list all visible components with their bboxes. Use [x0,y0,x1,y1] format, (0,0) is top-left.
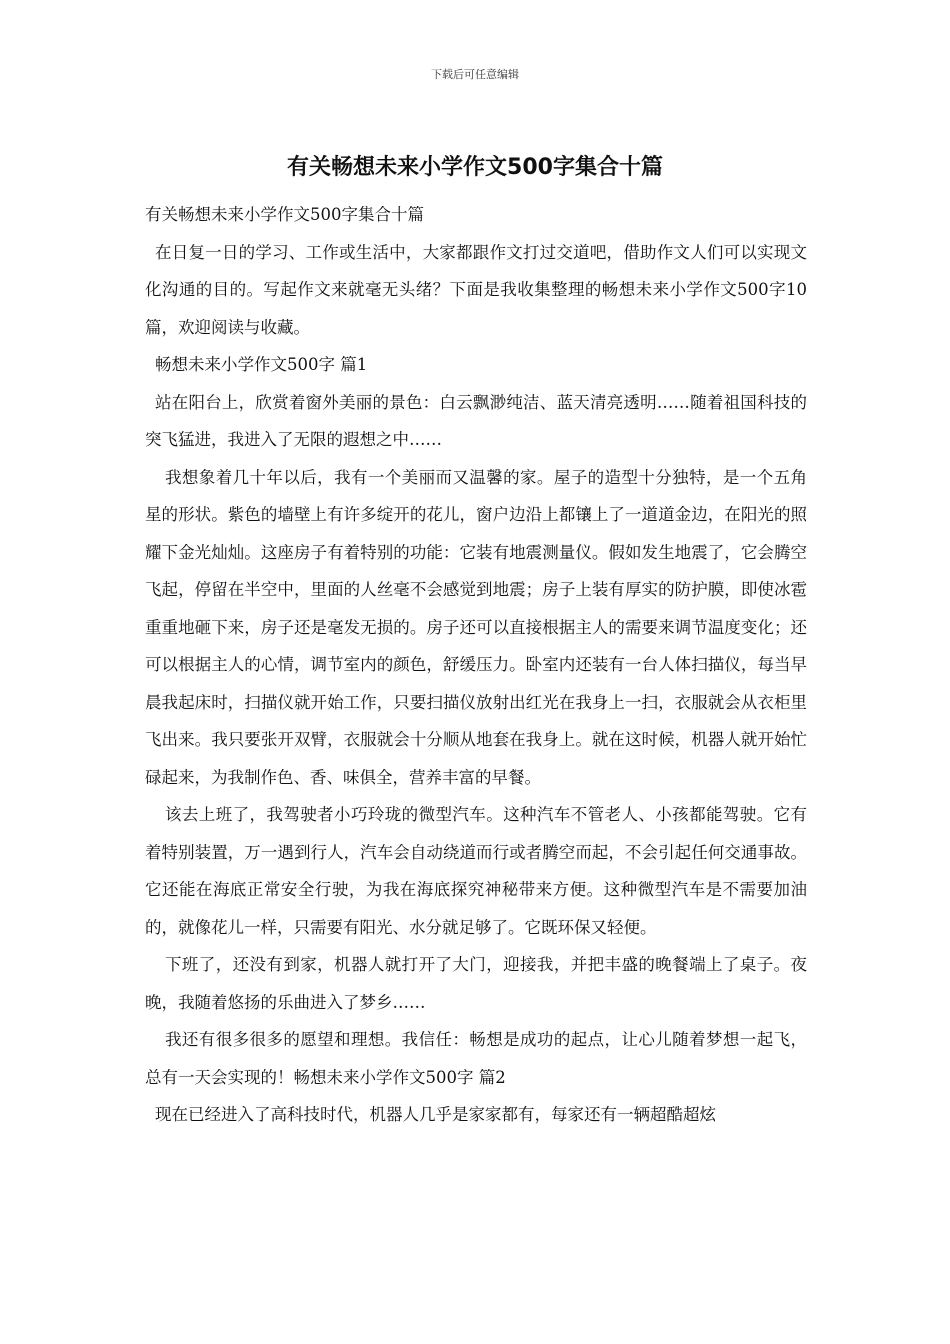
header-note: 下载后可任意编辑 [431,68,519,81]
body-paragraph: 现在已经进入了高科技时代，机器人几乎是家家都有，每家还有一辆超酷超炫 [155,1105,716,1124]
subtitle-paragraph: 有关畅想未来小学作文500字集合十篇 [145,205,424,224]
document-body [145,196,807,1134]
body-paragraph: 下班了，还没有到家，机器人就打开了大门，迎接我，并把丰盛的晚餐端上了桌子。夜晚，我随着悠扬的乐曲进入了梦乡…… [145,955,807,1012]
section-heading-1: 畅想未来小学作文500字 篇1 [155,355,368,374]
document-title: 有关畅想未来小学作文500字集合十篇 [287,155,663,180]
body-paragraph: 我还有很多很多的愿望和理想。我信任：畅想是成功的起点，让心儿随着梦想一起飞，总有一天会实现的！畅想未来小学作文500字 篇2 [145,1030,807,1087]
intro-paragraph: 在日复一日的学习、工作或生活中，大家都跟作文打过交道吧，借助作文人们可以实现文化沟通的目的。写起作文来就毫无头绪？下面是我收集整理的畅想未来小学作文500字10篇，欢迎阅读与收藏。 [145,242,807,337]
body-paragraph: 我想象着几十年以后，我有一个美丽而又温馨的家。屋子的造型十分独特，是一个五角星的形状。紫色的墙壁上有许多绽开的花儿，窗户边沿上都镶上了一道道金边，在阳光的照耀下金光灿灿。这座房子有着特别的功能：它装有地震测量仪。假如发生地震了，它会腾空飞起，停留在半空中，里面的人丝毫不会感觉到地震；房子上装有厚实的防护膜，即使冰雹重重地砸下来，房子还是毫发无损的。房子还可以直接根据主人的需要来调节温度变化；还可以根据主人的心情，调节室内的颜色，舒缓压力。卧室内还装有一台人体扫描仪，每当早晨我起床时，扫描仪就开始工作，只要扫描仪放射出红光在我身上一扫，衣服就会从衣柜里飞出来。我只要张开双臂，衣服就会十分顺从地套在我身上。就在这时候，机器人就开始忙碌起来，为我制作色、香、味俱全，营养丰富的早餐。 [145,467,807,787]
body-paragraph: 站在阳台上，欣赏着窗外美丽的景色：白云飘渺纯洁、蓝天清亮透明……随着祖国科技的突飞猛进，我进入了无限的遐想之中…… [145,392,807,449]
body-paragraph: 该去上班了，我驾驶者小巧玲珑的微型汽车。这种汽车不管老人、小孩都能驾驶。它有着特别装置，万一遇到行人，汽车会自动绕道而行或者腾空而起，不会引起任何交通事故。它还能在海底正常安全行驶，为我在海底探究神秘带来方便。这种微型汽车是不需要加油的，就像花儿一样，只需要有阳光、水分就足够了。它既环保又轻便。 [145,805,807,937]
